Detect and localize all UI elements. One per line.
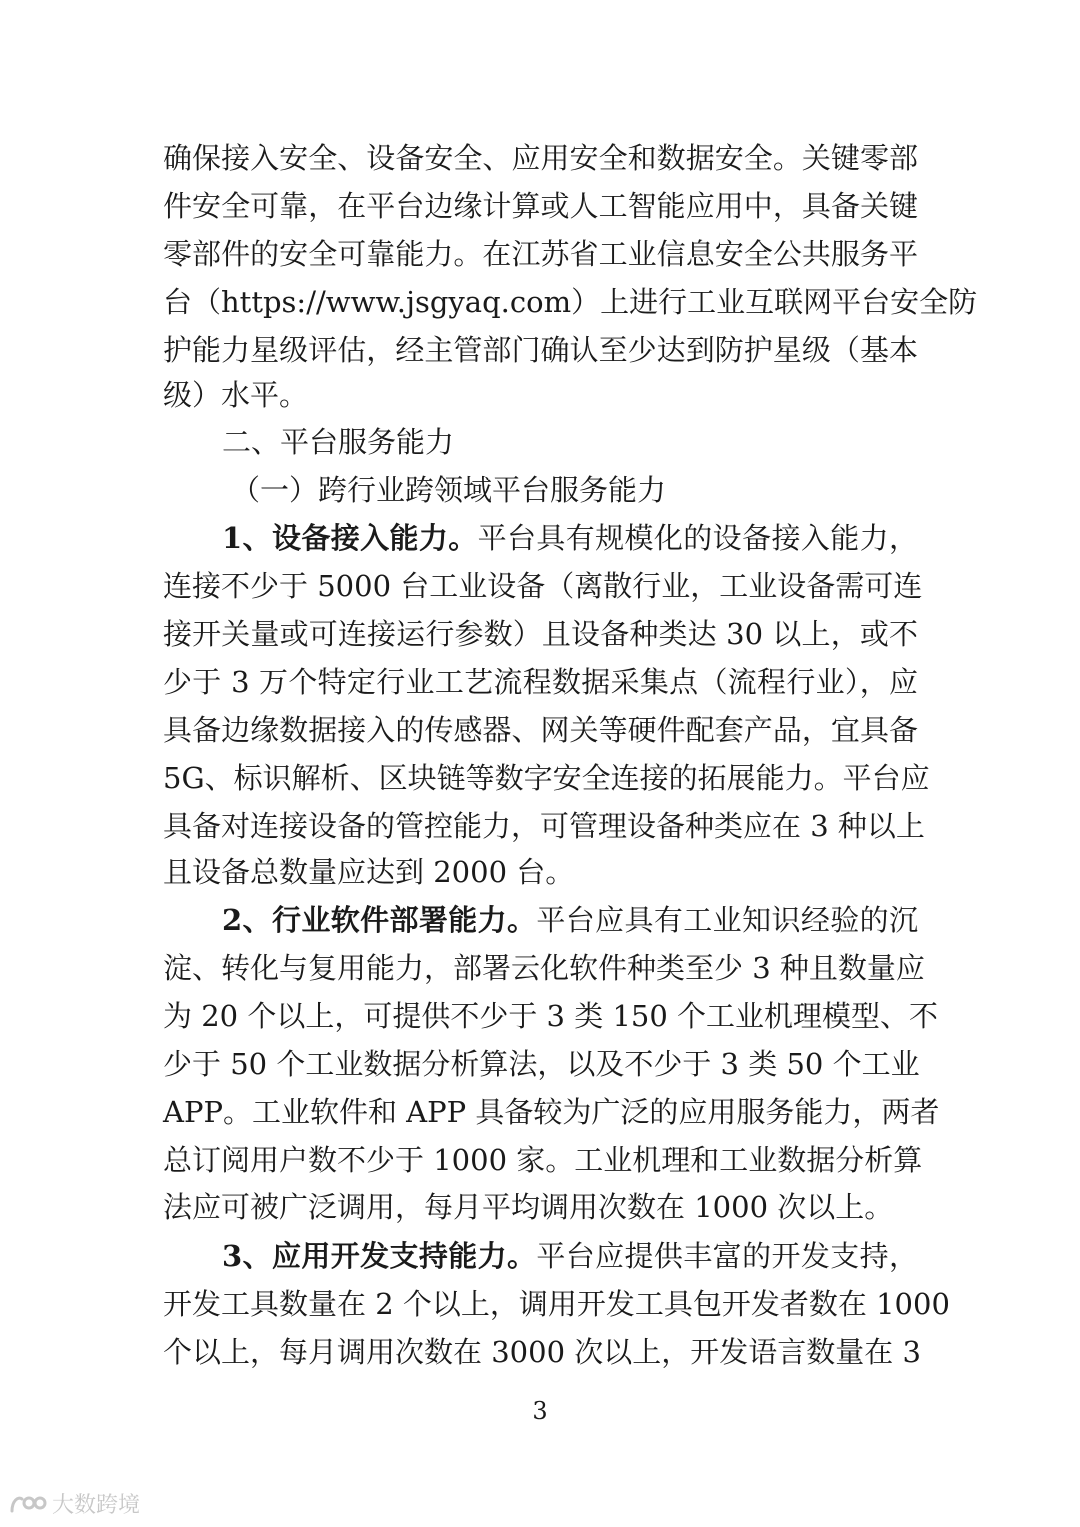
paragraph-line: 少于 3 万个特定行业工艺流程数据采集点（流程行业），应 (163, 665, 918, 699)
item-first-line (222, 897, 918, 943)
item-title: 1、设备接入能力。 (222, 521, 478, 555)
watermark (8, 1488, 140, 1519)
item-first-line (222, 1233, 918, 1279)
watermark-text: 大数跨境 (52, 1493, 141, 1518)
paragraph-line: 5G、标识解析、区块链等数字安全连接的拓展能力。平台应 (163, 761, 930, 795)
paragraph-line: 级）水平。 (163, 378, 309, 412)
page-number: 3 (532, 1397, 548, 1425)
paragraph-line: 开发工具数量在 2 个以上，调用开发工具包开发者数在 1000 (163, 1287, 950, 1321)
paragraph-line: 为 20 个以上，可提供不少于 3 类 150 个工业机理模型、不 (163, 999, 939, 1033)
item-text: 平台具有规模化的设备接入能力， (477, 521, 918, 555)
paragraph-line: 护能力星级评估，经主管部门确认至少达到防护星级（基本 (163, 333, 918, 367)
section-heading: 二、平台服务能力 (222, 425, 455, 459)
paragraph-line: 具备边缘数据接入的传感器、网关等硬件配套产品，宜具备 (163, 713, 918, 747)
paragraph-line: 零部件的安全可靠能力。在江苏省工业信息安全公共服务平 (163, 237, 918, 271)
item-title: 3、应用开发支持能力。 (222, 1239, 537, 1273)
item-first-line (222, 515, 918, 561)
paragraph-line: 个以上，每月调用次数在 3000 次以上，开发语言数量在 3 (163, 1335, 921, 1369)
paragraph-line: 件安全可靠，在平台边缘计算或人工智能应用中，具备关键 (163, 189, 918, 223)
paragraph-line: 法应可被广泛调用，每月平均调用次数在 1000 次以上。 (163, 1190, 894, 1224)
paragraph-line: 确保接入安全、设备安全、应用安全和数据安全。关键零部 (163, 141, 918, 175)
paragraph-line: 总订阅用户数不少于 1000 家。工业机理和工业数据分析算 (163, 1143, 923, 1177)
paragraph-line: 连接不少于 5000 台工业设备（离散行业，工业设备需可连 (163, 569, 923, 603)
item-text: 平台应具有工业知识经验的沉 (536, 903, 918, 937)
subsection-heading: （一）跨行业跨领域平台服务能力 (231, 473, 667, 507)
paragraph-line: 台（https://www.jsgyaq.com）上进行工业互联网平台安全防 (163, 285, 978, 319)
paragraph-line: 接开关量或可连接运行参数）且设备种类达 30 以上，或不 (163, 617, 918, 651)
paragraph-line: APP。工业软件和 APP 具备较为广泛的应用服务能力，两者 (163, 1095, 940, 1129)
item-text: 平台应提供丰富的开发支持， (536, 1239, 918, 1273)
paragraph-line: 且设备总数量应达到 2000 台。 (163, 855, 575, 889)
paragraph-line: 少于 50 个工业数据分析算法，以及不少于 3 类 50 个工业 (163, 1047, 920, 1081)
item-title: 2、行业软件部署能力。 (222, 903, 537, 937)
paragraph-line: 淀、转化与复用能力，部署云化软件种类至少 3 种且数量应 (163, 951, 925, 985)
brand-logo-icon (8, 1491, 48, 1517)
paragraph-line: 具备对连接设备的管控能力，可管理设备种类应在 3 种以上 (163, 809, 925, 843)
